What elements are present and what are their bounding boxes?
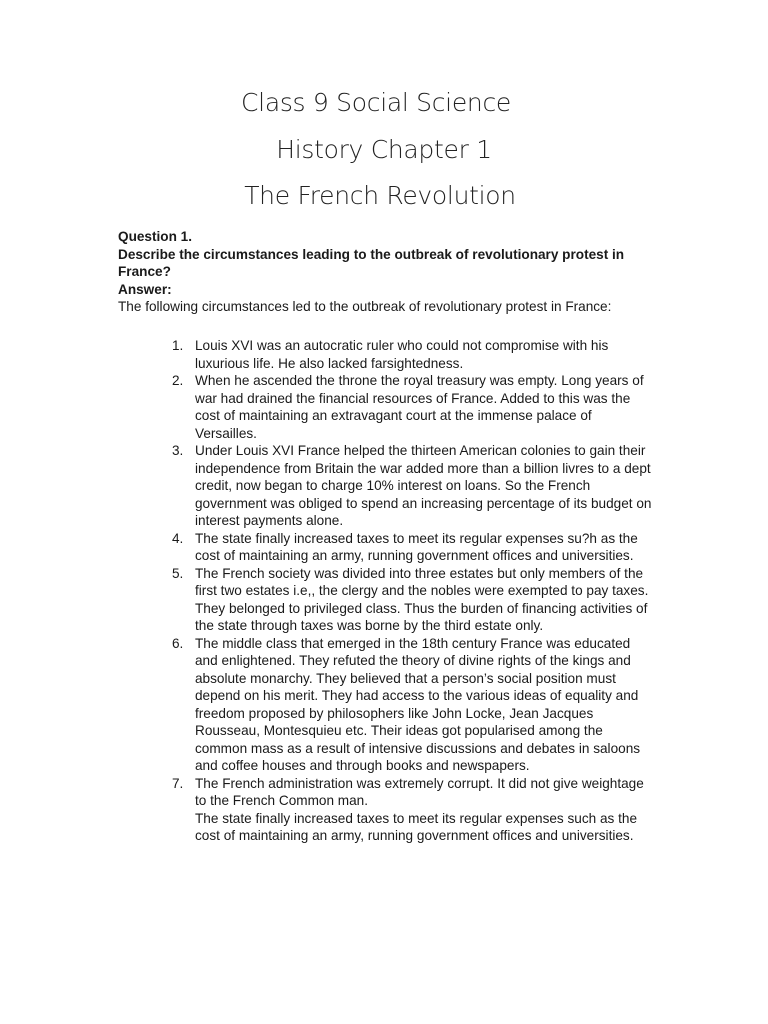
list-item-text: The French society was divided into three estates but only members of the first two estates i.e,, the clergy and the nobles were exempted to pay taxes. They belonged to privileged class. Thus the burden of financing activities of the state through taxes was borne by the third estate only. (195, 565, 649, 633)
list-item-number: 3. (172, 443, 184, 458)
list-item-number: 6. (172, 635, 184, 651)
question-label: Question 1. (118, 229, 193, 244)
list-item (172, 635, 653, 775)
list-item-text: The state finally increased taxes to meet its regular expenses su?h as the cost of maintaining an army, running government offices and universities. (195, 530, 638, 563)
title-class: Class 9 Social Science (241, 88, 511, 117)
list-item (172, 530, 653, 565)
list-item-text: When he ascended the throne the royal treasury was empty. Long years of war had drained the financial resources of France. Added to this was the cost of maintaining an extravagant court at the immense palace of Versailles. (195, 373, 644, 441)
list-item-number: 1. (172, 338, 184, 353)
list-item-number: 7. (172, 775, 184, 791)
list-item (172, 775, 653, 845)
question-text: Describe the circumstances leading to the outbreak of revolutionary protest in France? (118, 246, 625, 279)
title-chapter: History Chapter 1 (276, 135, 492, 164)
answer-label: Answer: (118, 281, 172, 297)
list-item-text: The middle class that emerged in the 18th century France was educated and enlightened. They refuted the theory of divine rights of the kings and absolute monarchy. They believed that a person’s social position must depend on his merit. They had access to the various ideas of equality and freedom proposed by philosophers like John Locke, Jean Jacques Rousseau, Montesquieu etc. Their ideas got popularised among the common mass as a result of intensive discussions and debates in saloons and coffee houses and through books and newspapers. (195, 635, 641, 773)
answer-intro: The following circumstances led to the outbreak of revolutionary protest in France: (118, 299, 612, 314)
list-item-number: 4. (172, 530, 184, 546)
list-item-text: Under Louis XVI France helped the thirteen American colonies to gain their independence from Britain the war added more than a billion livres to a dept credit, now began to charge 10% interest on loans. So the French government was obliged to spend an increasing percentage of its budget on interest payments alone. (195, 443, 652, 528)
answer-list (172, 337, 653, 845)
list-item-text: The French administration was extremely corrupt. It did not give weightage to the French Common man. (195, 775, 644, 808)
list-item (172, 442, 653, 530)
list-item-number: 5. (172, 565, 184, 581)
list-item (172, 565, 653, 635)
list-item (172, 337, 653, 372)
title-topic: The French Revolution (244, 181, 516, 210)
list-item-extra-paragraph: The state finally increased taxes to meet its regular expenses such as the cost of maintaining an army, running government offices and universities. (195, 810, 638, 843)
list-item-text: Louis XVI was an autocratic ruler who could not compromise with his luxurious life. He also lacked farsightedness. (195, 338, 609, 371)
list-item (172, 372, 653, 442)
list-item-number: 2. (172, 373, 184, 388)
question-block (118, 228, 638, 316)
